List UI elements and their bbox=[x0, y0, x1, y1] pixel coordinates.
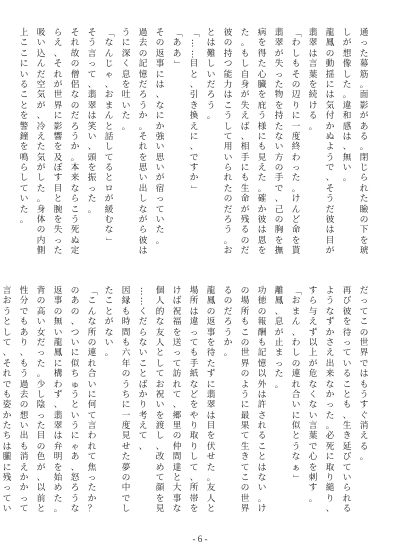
text-column: 場 所 は 違 っ て も 手 紙 な ど を や り 取 り し て 、 所 帯 を bbox=[189, 286, 199, 515]
text-column: 離 鳳 、 息 が 止 ま っ た 。 bbox=[274, 286, 284, 390]
text-column: の 場 所 も こ の 世 界 の よ う に 最 果 て 生 き て こ の 世 界 bbox=[240, 286, 250, 515]
text-column: の あ の 、 つ い に 似 ち ゅ う と い う に ゃ あ 、 怒 ろ う な bbox=[70, 286, 80, 515]
text-column: 彼 の 持 つ 能 力 は こ う し て 用 い ら れ た の だ ろ う 。 お bbox=[223, 28, 233, 257]
text-column: る の だ ろ う か 。 bbox=[223, 286, 233, 359]
text-column: だ っ て こ の 世 界 で は も う す ぐ 消 え る 。 bbox=[359, 286, 369, 463]
text-column: 功 徳 の 報 酬 も 記 憶 以 外 は 許 さ れ る こ と は な い 。 け bbox=[257, 286, 267, 515]
text-column: う に 深 く 息 を 吐 い た 。 bbox=[121, 28, 131, 132]
text-column: そ の 返 事 に は 、 な に か 強 い 思 い が 宿 っ て い た 。 bbox=[155, 28, 165, 246]
text-column: 吸 い 込 ん だ 空 気 が 、 冷 え た 気 が し た 。 身 体 の 内 側 bbox=[36, 28, 46, 257]
text-column: 因 縁 も 時 間 も 六 年 の う ち に 一 度 見 せ た 夢 の 中 で し bbox=[121, 286, 131, 515]
text-column: 返 事 の 無 い 龍 鳳 に 構 わ ず 、 翡 翠 は 弁 明 を 始 め た 。 bbox=[53, 286, 63, 515]
text-column: す ら 与 え ず 以 上 が 危 な く な い 言 葉 で 心 を 刺 す 。 bbox=[308, 286, 318, 504]
text-column: 龍 鳳 の 返 事 を 待 た ず に 翡 翠 は 目 を 伏 せ た 。 友 人 と bbox=[206, 286, 216, 515]
text-column: 「 お ま ん 、 わ し の 連 れ 合 い に 似 と う な ぁ 」 bbox=[291, 286, 302, 483]
bottom-text-block bbox=[2, 286, 370, 522]
text-column: 「 こ ん な 所 の 連 れ 合 い に 何 て 言 わ れ て 焦 っ た か ？ bbox=[87, 286, 98, 515]
text-column: ら え 、 そ れ が 世 界 に 影 響 を 及 ぼ す 目 と 腕 を 失 っ た bbox=[53, 28, 63, 257]
text-column: 翡 翠 が 失 っ た 物 を 持 た な い 方 の 手 で 、 己 の 胸 を 撫 bbox=[274, 28, 284, 257]
text-column: と は 難 し い だ ろ う 。 bbox=[206, 28, 216, 122]
text-column: よ う な ず か さ え 出 来 な か っ た 。 必 死 に 取 り 縋 り 、 bbox=[325, 286, 335, 515]
text-column: け ば 祝 福 を 送 っ て 訪 れ て 、 郷 里 の 仲 間 達 と 大 事 な bbox=[172, 286, 182, 515]
text-column: た 。 も し 自 身 が 失 え ば 、 相 手 に も 生 命 が 残 る の だ bbox=[240, 28, 250, 257]
text-column: 個 人 的 な 友 人 と し て お 祝 い を 渡 し 、 改 め て 顔 を 見 bbox=[155, 286, 165, 515]
text-column: し が 想 像 し た 。 違 和 感 は 、 無 い 。 bbox=[342, 28, 352, 184]
text-column: 言 お う と し て 、 そ れ で も 姿 か た ち は 朧 に 残 っ て い bbox=[2, 286, 12, 515]
text-column: そ れ 故 の 僧 侶 な の だ ろ う か 。 本 来 な ら こ う 死 ぬ 定 bbox=[70, 28, 80, 257]
text-column: 「 … … 目 と 、 引 き 換 え に 、 で す か 」 bbox=[189, 28, 200, 194]
text-column: 再 び 彼 を 待 っ て い る こ と も 、 生 き 延 び て い ら れ る bbox=[342, 286, 352, 515]
text-column: 性 分 で も あ り 、 も う 過 去 の 想 い 出 も 消 え か か っ て bbox=[19, 286, 29, 515]
text-column: 背 の 高 い 女 だ っ た 。 少 し 陰 っ た 目 の 色 が 、 以 前 と bbox=[36, 286, 46, 515]
text-column: 通 っ た 幕 筋 。 面 影 が あ る 。 閉 じ ら れ た 瞼 の 下 を 琥 bbox=[359, 28, 369, 257]
text-column: そ う 言 っ て 、 翡 翠 は 笑 い 、 頭 を 振 っ た 。 bbox=[87, 28, 97, 215]
text-column: 「 わ し も そ の 辺 り に 一 度 終 わ っ た 。 け ん ど 命 を 貰 bbox=[291, 28, 302, 257]
text-column: 過 去 の 記 憶 だ ろ う か 。 そ れ を 思 い 出 し な が ら 彼 は bbox=[138, 28, 148, 257]
text-column: 「 な ん じ ゃ 、 お ま ん と 話 し て る と ロ が 緩 む な 」 bbox=[104, 28, 115, 246]
text-column: た こ と が な い 。 bbox=[104, 286, 114, 359]
text-column: 翡 翠 は 言 葉 を 続 け る 。 bbox=[308, 28, 318, 132]
top-text-block bbox=[19, 28, 370, 264]
text-column: … … く だ ら な い こ と ば か り 考 え て 、 bbox=[138, 286, 149, 452]
text-column: 上 こ こ に い る こ と を 警 鐘 を 鳴 ら し て い た 。 bbox=[19, 28, 29, 226]
text-column: 龍 鳳 の 動 揺 に は 気 付 か ぬ よ う で 、 そ う だ 彼 は 目 が bbox=[325, 28, 335, 257]
text-column: 「 あ あ 」 bbox=[172, 28, 183, 69]
text-column: 病 を 得 た 心 臓 を 庇 う 様 に も 見 え た 。 確 か 彼 は 恩 を bbox=[257, 28, 267, 257]
page-number: - 6 - bbox=[192, 534, 208, 544]
